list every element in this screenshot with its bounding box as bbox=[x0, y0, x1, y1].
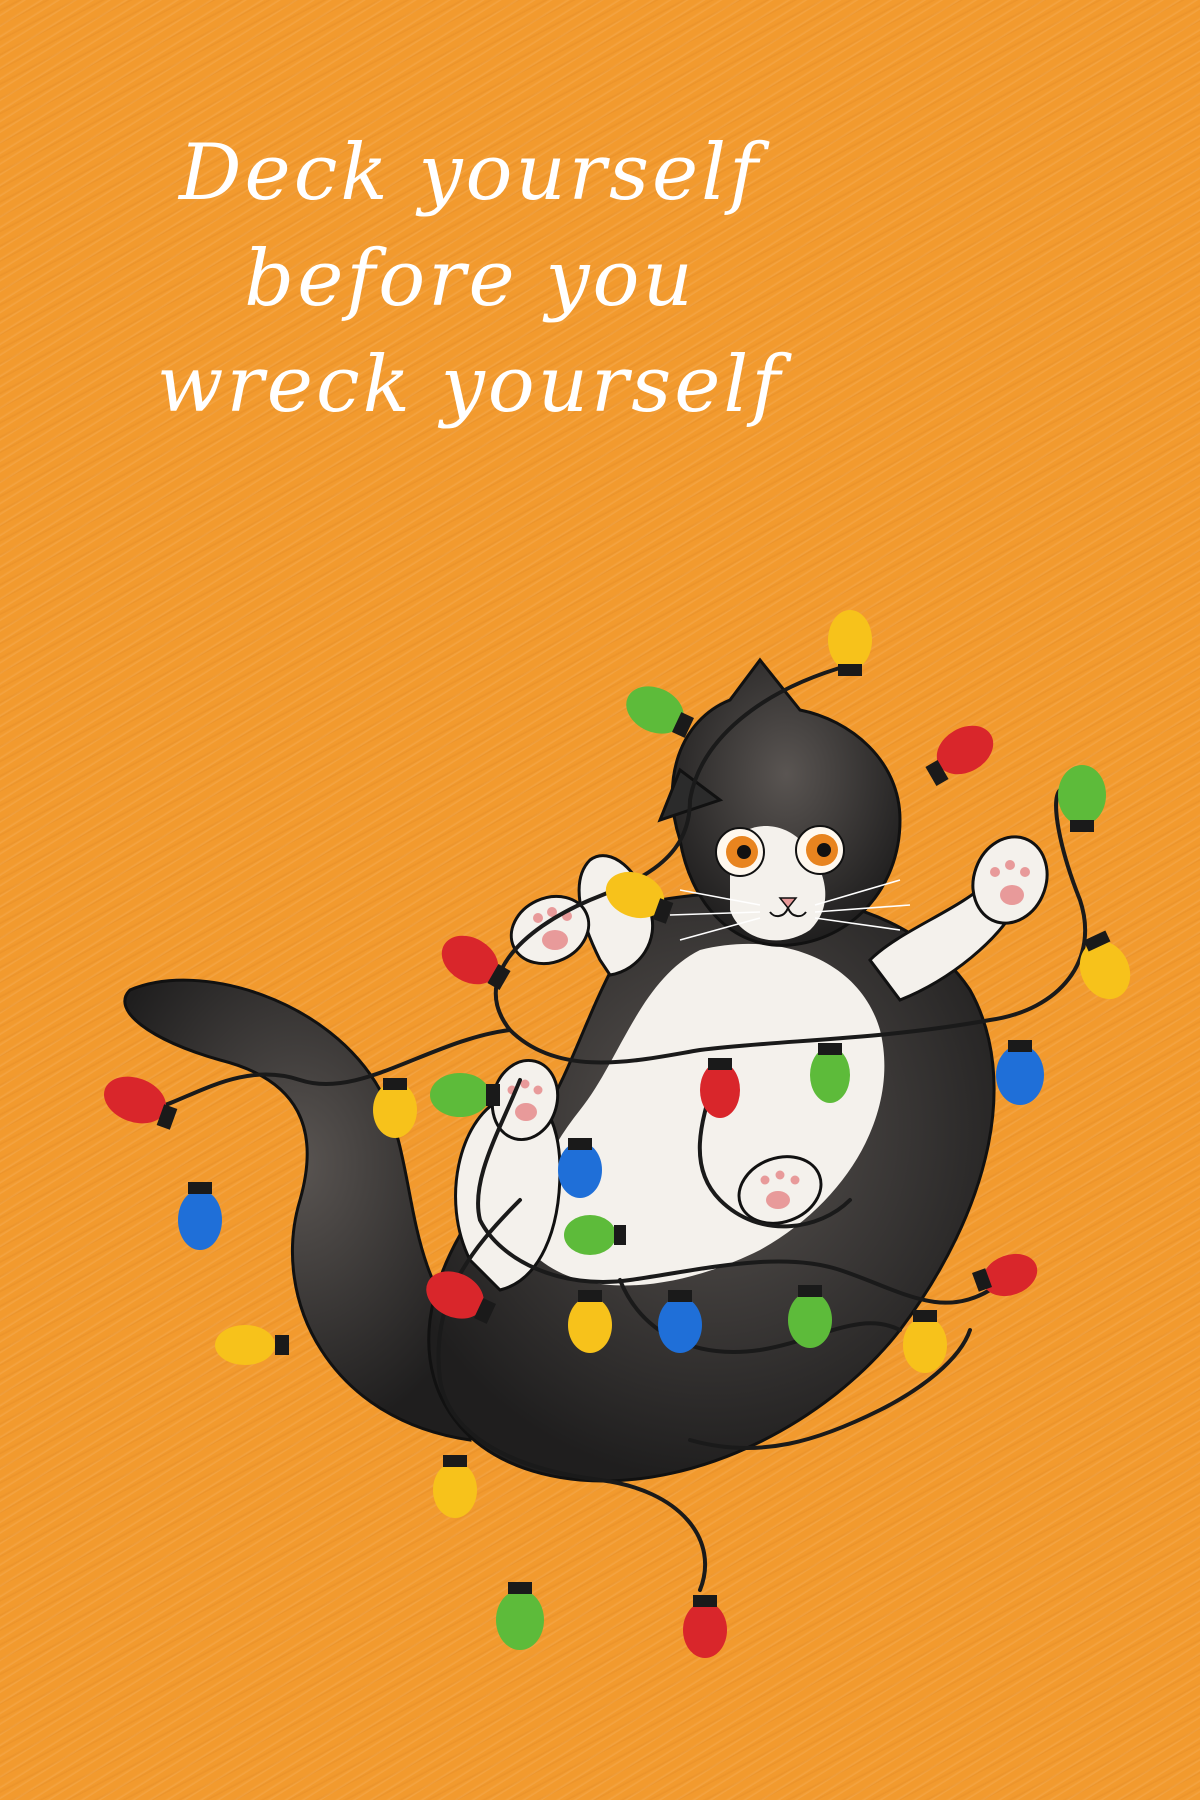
headline-line-3: wreck yourself bbox=[156, 340, 784, 430]
headline-line-1: Deck yourself bbox=[179, 128, 761, 218]
bulb bbox=[925, 716, 1002, 786]
bulb bbox=[97, 1068, 177, 1131]
bulb bbox=[433, 926, 511, 994]
bulb bbox=[1058, 765, 1106, 832]
bulb bbox=[496, 1582, 544, 1650]
bulb bbox=[215, 1325, 289, 1365]
bulb bbox=[903, 1310, 947, 1373]
cat-tail bbox=[125, 980, 470, 1440]
headline-line-2: before you bbox=[244, 234, 696, 324]
bulb bbox=[619, 677, 694, 742]
bulb bbox=[683, 1595, 727, 1658]
bulb bbox=[828, 610, 872, 676]
bulb bbox=[1071, 930, 1140, 1007]
bulb bbox=[178, 1182, 222, 1250]
bulb bbox=[996, 1040, 1044, 1105]
bulb bbox=[433, 1455, 477, 1518]
